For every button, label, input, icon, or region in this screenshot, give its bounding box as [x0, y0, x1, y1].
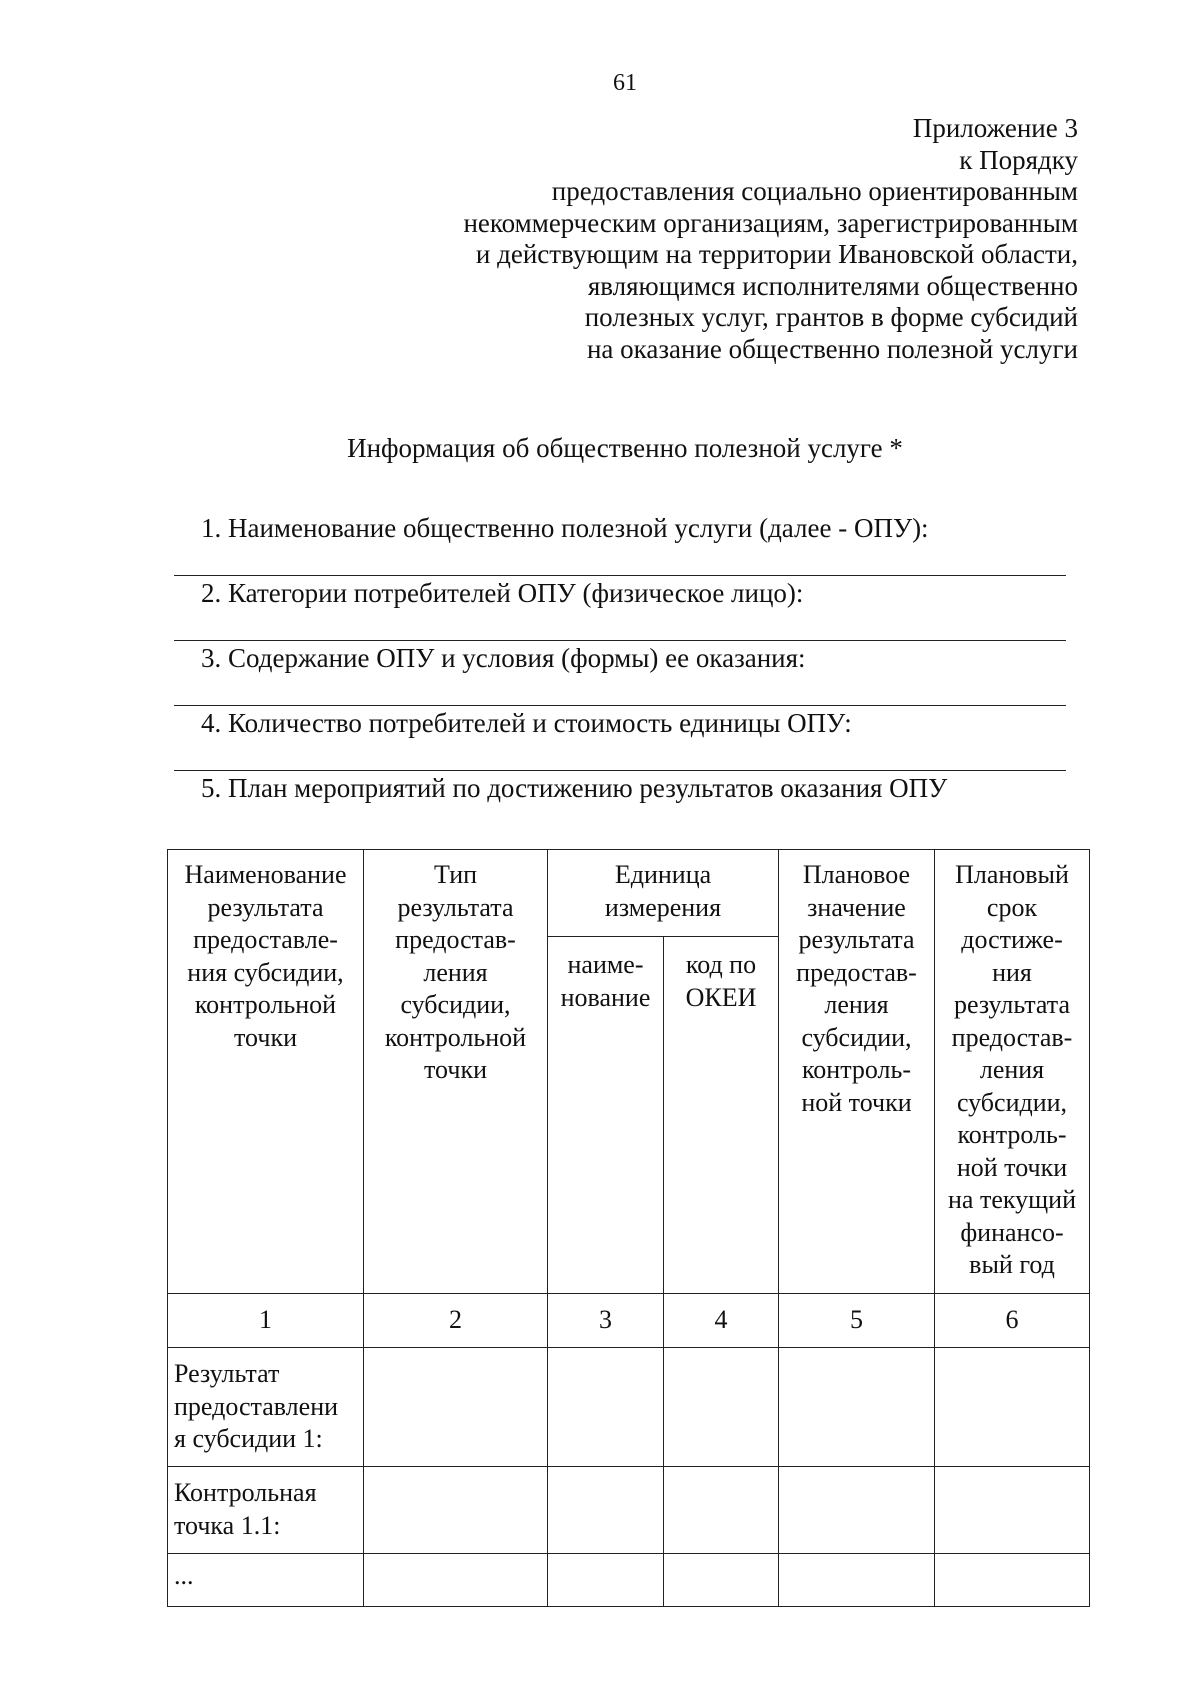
- table-cell: [935, 1554, 1090, 1607]
- table-cell: [779, 1348, 935, 1467]
- fill-line-1: [174, 575, 1066, 576]
- fill-line-3: [174, 705, 1066, 706]
- plan-table: [167, 849, 1090, 1607]
- item-consumers-cost: 4. Количество потребителей и стоимость единицы ОПУ:: [201, 708, 852, 738]
- table-cell: [935, 1467, 1090, 1554]
- appendix-line: некоммерческим организациям, зарегистрированным: [463, 207, 1078, 238]
- table-row: [168, 1348, 1090, 1467]
- table-cell: [664, 1467, 779, 1554]
- item-consumer-categories: 2. Категории потребителей ОПУ (физическое лицо):: [201, 578, 804, 608]
- appendix-line: Приложение 3: [912, 113, 1078, 143]
- column-number: 1: [168, 1294, 364, 1348]
- header-result-type: Тип результата предостав- ления субсидии, контрольной точки: [364, 850, 548, 1294]
- appendix-line: и действующим на территории Ивановской области,: [475, 239, 1078, 269]
- row-label-ellipsis: ...: [168, 1554, 364, 1607]
- column-number: 3: [548, 1294, 664, 1348]
- header-planned-value: Плановое значение результата предостав- ления субсидии, контроль- ной точки: [779, 850, 935, 1294]
- appendix-line: к Порядку: [959, 144, 1078, 175]
- header-planned-deadline: Плановый срок достиже- ния результата предостав- ления субсидии, контроль- ной точки на текущий финансо- вый год: [935, 850, 1090, 1294]
- table-cell: [664, 1554, 779, 1607]
- appendix-line: предоставления социально ориентированным: [551, 176, 1078, 206]
- table-cell: [364, 1348, 548, 1467]
- table-cell: [548, 1554, 664, 1607]
- table-cell: [364, 1467, 548, 1554]
- table-cell: [548, 1348, 664, 1467]
- item-service-content: 3. Содержание ОПУ и условия (формы) ее оказания:: [201, 643, 806, 673]
- appendix-line: являющимся исполнителями общественно: [587, 270, 1078, 301]
- table-cell: [779, 1554, 935, 1607]
- header-unit-of-measure: Единица измерения: [548, 850, 779, 937]
- item-service-name: 1. Наименование общественно полезной услуги (далее - ОПУ):: [201, 513, 929, 543]
- column-number: 2: [364, 1294, 548, 1348]
- header-unit-name: наиме- нование: [548, 937, 664, 1294]
- column-number: 6: [935, 1294, 1090, 1348]
- table-cell: [779, 1467, 935, 1554]
- header-result-name: Наименование результата предоставле- ния субсидии, контрольной точки: [168, 850, 364, 1294]
- row-label-result: Результат предоставлени я субсидии 1:: [168, 1348, 364, 1467]
- appendix-header: [463, 113, 1078, 365]
- table-row: [168, 1554, 1090, 1607]
- row-label-checkpoint: Контрольная точка 1.1:: [168, 1467, 364, 1554]
- column-number: 5: [779, 1294, 935, 1348]
- table-cell: [548, 1467, 664, 1554]
- table-cell: [664, 1348, 779, 1467]
- appendix-line: полезных услуг, грантов в форме субсидий: [584, 302, 1078, 332]
- appendix-line: на оказание общественно полезной услуги: [586, 333, 1078, 364]
- fill-line-4: [174, 770, 1066, 771]
- item-action-plan: 5. План мероприятий по достижению результатов оказания ОПУ: [201, 773, 948, 803]
- document-title: Информация об общественно полезной услуге *: [347, 433, 903, 463]
- page-number: 61: [613, 70, 637, 96]
- table-row: [168, 1467, 1090, 1554]
- header-okei-code: код по ОКЕИ: [664, 937, 779, 1294]
- column-number: 4: [664, 1294, 779, 1348]
- fill-line-2: [174, 640, 1066, 641]
- table-cell: [935, 1348, 1090, 1467]
- table-cell: [364, 1554, 548, 1607]
